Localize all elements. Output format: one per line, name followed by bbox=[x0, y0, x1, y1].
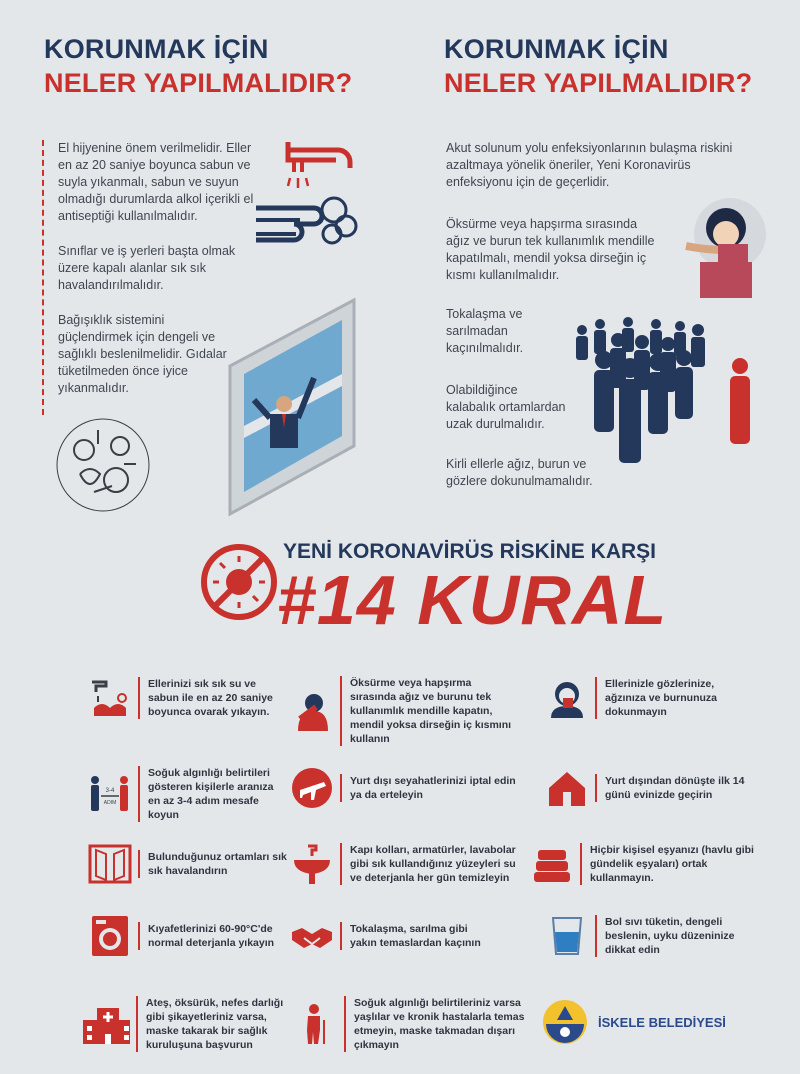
airplane-icon bbox=[290, 766, 334, 810]
rule-text: Öksürme veya hapşırma sırasında ağız ve burunu tek kullanımlık mendille kapatın, mendil yoksa dirseğin iç kısmını kullanın bbox=[340, 676, 520, 746]
rule-text: Yurt dışından dönüşte ilk 14 günü evinizde geçirin bbox=[595, 774, 745, 802]
left-tip-ventilation: Sınıflar ve iş yerleri başta olmak üzere kapalı alanlar sık sık havalandırılmalıdır. bbox=[58, 244, 236, 292]
rule-item bbox=[88, 766, 288, 822]
open-window-illustration bbox=[226, 296, 358, 518]
hospital-icon bbox=[76, 1002, 130, 1046]
handshake-icon bbox=[290, 914, 334, 958]
municipality-name: İSKELE BELEDİYESİ bbox=[598, 1015, 726, 1030]
vegetables-illustration bbox=[54, 416, 152, 514]
window-icon bbox=[88, 842, 132, 886]
rule-item bbox=[545, 914, 760, 958]
right-heading bbox=[444, 32, 752, 100]
rule-text: Tokalaşma, sarılma gibi yakın temaslardan kaçının bbox=[340, 922, 490, 950]
rule-item bbox=[88, 676, 288, 720]
left-heading-line2: NELER YAPILMALIDIR? bbox=[44, 68, 353, 98]
rule-item bbox=[88, 914, 288, 958]
municipality-logo-icon bbox=[540, 998, 590, 1050]
rule-item bbox=[290, 842, 530, 886]
right-intro: Akut solunum yolu enfeksiyonlarının bulaşma riskini azaltmaya yönelik öneriler, Yeni Koronavirüs enfeksiyonu için de geçerlidir. bbox=[446, 141, 733, 189]
rule-text: Kıyafetlerinizi 60-90°C'de normal deterjanla yıkayın bbox=[138, 922, 288, 950]
left-heading-line1: KORUNMAK İÇİN bbox=[44, 34, 269, 64]
right-heading-line2: NELER YAPILMALIDIR? bbox=[444, 68, 753, 98]
right-tip-sneeze: Öksürme veya hapşırma sırasında ağız ve burun tek kullanımlık mendille kapatılmalı, mendil yoksa dirseğin iç kısmı kullanılmalıdır. bbox=[446, 217, 655, 282]
distance-unit-label: ADIM bbox=[103, 800, 117, 806]
sink-icon bbox=[290, 842, 334, 886]
distance-icon bbox=[88, 772, 132, 816]
rule-text: Yurt dışı seyahatlerinizi iptal edin ya da erteleyin bbox=[340, 774, 520, 802]
right-tip-face: Kirli ellerle ağız, burun ve gözlere dokunulmamalıdır. bbox=[446, 457, 593, 488]
rule-item bbox=[76, 996, 288, 1052]
rule-item bbox=[290, 676, 520, 746]
distance-count-label: 3-4 bbox=[105, 788, 115, 794]
water-glass-icon bbox=[545, 914, 589, 958]
elderly-icon bbox=[294, 1002, 338, 1046]
rule-text: Soğuk algınlığı belirtileriniz varsa yaşlılar ve kronik hastalarla temas etmeyin, maske takmadan dışarı çıkmayın bbox=[344, 996, 534, 1052]
rule-text: Bulunduğunuz ortamları sık sık havalandırın bbox=[138, 850, 288, 878]
rule-item bbox=[290, 914, 490, 958]
home-icon bbox=[545, 766, 589, 810]
hand-wash-icon bbox=[88, 676, 132, 720]
rule-text: Hiçbir kişisel eşyanızı (havlu gibi gündelik eşyaları) ortak kullanmayın. bbox=[580, 843, 760, 885]
rule-item bbox=[545, 676, 745, 720]
rule-text: Soğuk algınlığı belirtileri gösteren kişilerle aranıza en az 3-4 adım mesafe koyun bbox=[138, 766, 288, 822]
left-heading bbox=[44, 32, 352, 100]
left-tip-hygiene: El hijyenine önem verilmelidir. Eller en az 20 saniye boyunca sabun ve suyla yıkanmalı, sabun ve suyun olmadığı durumlarda alkol içerikli el antiseptiği kullanılmalıdır. bbox=[58, 141, 254, 223]
banner-subtitle: YENİ KORONAVİRÜS RİSKİNE KARŞI bbox=[283, 540, 656, 563]
right-heading-line1: KORUNMAK İÇİN bbox=[444, 34, 669, 64]
rule-text: Ateş, öksürük, nefes darlığı gibi şikayetleriniz varsa, maske takarak bir sağlık kuruluşuna başvurun bbox=[136, 996, 288, 1052]
washing-machine-icon bbox=[88, 914, 132, 958]
rule-item bbox=[530, 842, 760, 886]
no-virus-icon bbox=[199, 542, 279, 622]
face-touch-icon bbox=[545, 676, 589, 720]
rule-text: Ellerinizle gözlerinize, ağzınıza ve burnunuza dokunmayın bbox=[595, 677, 745, 719]
rule-text: Bol sıvı tüketin, dengeli beslenin, uyku düzeninize dikkat edin bbox=[595, 915, 760, 957]
sneezing-girl-illustration bbox=[678, 196, 774, 300]
right-tip-handshake: Tokalaşma ve sarılmadan kaçınılmalıdır. bbox=[446, 307, 524, 355]
right-tip-crowd: Olabildiğince kalabalık ortamlardan uzak durulmalıdır. bbox=[446, 383, 566, 431]
banner-title: #14 KURAL bbox=[277, 561, 668, 639]
rule-text: Kapı kolları, armatürler, lavabolar gibi sık kullandığınız yüzeyleri su ve deterjanla her gün temizleyin bbox=[340, 843, 530, 885]
rule-item bbox=[290, 766, 520, 810]
rule-item bbox=[88, 842, 288, 886]
crowd-illustration bbox=[570, 312, 770, 466]
rule-text: Ellerinizi sık sık su ve sabun ile en az 20 saniye boyunca ovarak yıkayın. bbox=[138, 677, 288, 719]
rules-banner bbox=[195, 538, 668, 639]
towels-icon bbox=[530, 842, 574, 886]
rule-item bbox=[294, 996, 534, 1052]
rule-item bbox=[545, 766, 745, 810]
handwash-illustration bbox=[248, 138, 366, 256]
sneeze-elbow-icon bbox=[290, 689, 334, 733]
left-tip-nutrition: Bağışıklık sistemini güçlendirmek için dengeli ve sağlıklı beslenilmelidir. Gıdalar tüketilmeden önce iyice yıkanmalıdır. bbox=[58, 313, 227, 395]
